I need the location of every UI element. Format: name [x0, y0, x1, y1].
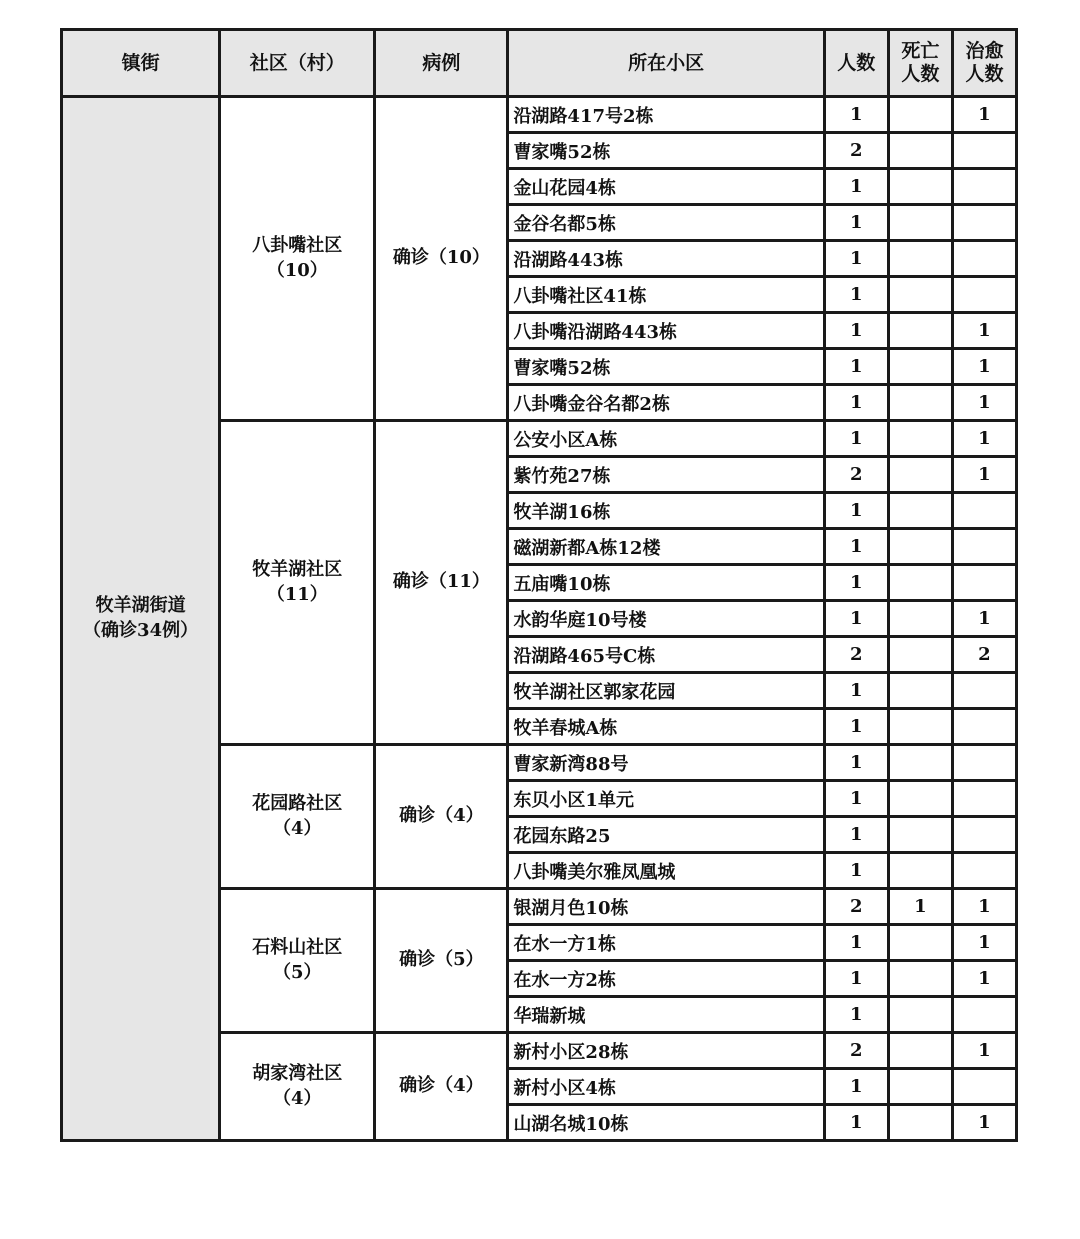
death-cell [888, 457, 952, 493]
count-cell: 2 [824, 889, 888, 925]
count-cell: 1 [824, 97, 888, 133]
death-cell [888, 1033, 952, 1069]
cured-cell [952, 781, 1016, 817]
cured-cell [952, 817, 1016, 853]
death-cell [888, 565, 952, 601]
cured-cell: 1 [952, 601, 1016, 637]
count-cell: 1 [824, 781, 888, 817]
header-cured [952, 30, 1016, 97]
death-cell [888, 385, 952, 421]
death-cell [888, 1105, 952, 1141]
address-cell: 八卦嘴美尔雅凤凰城 [508, 853, 824, 889]
cured-cell: 1 [952, 385, 1016, 421]
death-cell [888, 349, 952, 385]
header-death [888, 30, 952, 97]
header-community: 社区（村） [220, 30, 375, 97]
death-cell [888, 97, 952, 133]
cured-cell: 2 [952, 637, 1016, 673]
table-body [62, 97, 1017, 1141]
count-cell: 1 [824, 313, 888, 349]
cured-cell [952, 1069, 1016, 1105]
death-cell [888, 169, 952, 205]
death-cell: 1 [888, 889, 952, 925]
header-cured-line1: 治愈 [965, 40, 1004, 63]
community-count: （4） [272, 1087, 322, 1109]
town-name: 牧羊湖街道 [95, 595, 186, 617]
death-cell [888, 673, 952, 709]
death-cell [888, 277, 952, 313]
death-cell [888, 745, 952, 781]
address-cell: 牧羊春城A栋 [508, 709, 824, 745]
death-cell [888, 781, 952, 817]
case-table-container [60, 28, 1018, 1142]
death-cell [888, 493, 952, 529]
address-cell: 曹家新湾88号 [508, 745, 824, 781]
community-cell [220, 421, 375, 745]
cured-cell: 1 [952, 925, 1016, 961]
cured-cell [952, 277, 1016, 313]
address-cell: 在水一方2栋 [508, 961, 824, 997]
cured-cell: 1 [952, 1105, 1016, 1141]
death-cell [888, 205, 952, 241]
count-cell: 1 [824, 169, 888, 205]
table-row [62, 97, 1017, 133]
header-town: 镇街 [62, 30, 220, 97]
death-cell [888, 925, 952, 961]
cured-cell [952, 529, 1016, 565]
count-cell: 1 [824, 745, 888, 781]
cured-cell [952, 241, 1016, 277]
community-cell [220, 745, 375, 889]
address-cell: 八卦嘴社区41栋 [508, 277, 824, 313]
community-name: 八卦嘴社区 [252, 235, 343, 257]
death-cell [888, 997, 952, 1033]
death-cell [888, 133, 952, 169]
cured-cell [952, 853, 1016, 889]
count-cell: 1 [824, 817, 888, 853]
community-name: 胡家湾社区 [252, 1063, 343, 1085]
count-cell: 1 [824, 601, 888, 637]
header-cured-line2: 人数 [965, 63, 1004, 85]
count-cell: 1 [824, 529, 888, 565]
case-table [60, 28, 1018, 1142]
header-death-line1: 死亡 [901, 40, 940, 63]
community-cell [220, 97, 375, 421]
address-cell: 山湖名城10栋 [508, 1105, 824, 1141]
cured-cell: 1 [952, 349, 1016, 385]
count-cell: 1 [824, 277, 888, 313]
address-cell: 磁湖新都A栋12楼 [508, 529, 824, 565]
community-count: （5） [272, 961, 322, 983]
community-cell [220, 889, 375, 1033]
address-cell: 牧羊湖社区郭家花园 [508, 673, 824, 709]
death-cell [888, 529, 952, 565]
address-cell: 在水一方1栋 [508, 925, 824, 961]
header-case: 病例 [375, 30, 508, 97]
community-count: （11） [266, 583, 328, 605]
address-cell: 花园东路25 [508, 817, 824, 853]
address-cell: 紫竹苑27栋 [508, 457, 824, 493]
address-cell: 五庙嘴10栋 [508, 565, 824, 601]
community-name: 石料山社区 [252, 937, 343, 959]
address-cell: 华瑞新城 [508, 997, 824, 1033]
address-cell: 沿湖路417号2栋 [508, 97, 824, 133]
header-count: 人数 [824, 30, 888, 97]
community-name: 牧羊湖社区 [252, 559, 343, 581]
address-cell: 沿湖路465号C栋 [508, 637, 824, 673]
death-cell [888, 853, 952, 889]
count-cell: 1 [824, 241, 888, 277]
address-cell: 金谷名都5栋 [508, 205, 824, 241]
count-cell: 1 [824, 997, 888, 1033]
cured-cell: 1 [952, 421, 1016, 457]
count-cell: 2 [824, 133, 888, 169]
cured-cell [952, 205, 1016, 241]
header-row [62, 30, 1017, 97]
address-cell: 新村小区4栋 [508, 1069, 824, 1105]
case-cell: 确诊（4） [375, 1033, 508, 1141]
death-cell [888, 1069, 952, 1105]
address-cell: 银湖月色10栋 [508, 889, 824, 925]
address-cell: 八卦嘴沿湖路443栋 [508, 313, 824, 349]
death-cell [888, 961, 952, 997]
count-cell: 1 [824, 349, 888, 385]
count-cell: 1 [824, 565, 888, 601]
count-cell: 1 [824, 673, 888, 709]
cured-cell [952, 997, 1016, 1033]
cured-cell: 1 [952, 97, 1016, 133]
count-cell: 2 [824, 457, 888, 493]
cured-cell [952, 673, 1016, 709]
count-cell: 1 [824, 385, 888, 421]
count-cell: 2 [824, 637, 888, 673]
death-cell [888, 421, 952, 457]
community-cell [220, 1033, 375, 1141]
count-cell: 1 [824, 961, 888, 997]
death-cell [888, 817, 952, 853]
case-cell: 确诊（5） [375, 889, 508, 1033]
community-count: （4） [272, 817, 322, 839]
cured-cell [952, 169, 1016, 205]
cured-cell [952, 709, 1016, 745]
death-cell [888, 709, 952, 745]
death-cell [888, 241, 952, 277]
address-cell: 牧羊湖16栋 [508, 493, 824, 529]
count-cell: 1 [824, 493, 888, 529]
address-cell: 新村小区28栋 [508, 1033, 824, 1069]
cured-cell: 1 [952, 313, 1016, 349]
death-cell [888, 601, 952, 637]
count-cell: 2 [824, 1033, 888, 1069]
address-cell: 沿湖路443栋 [508, 241, 824, 277]
cured-cell [952, 133, 1016, 169]
count-cell: 1 [824, 421, 888, 457]
address-cell: 公安小区A栋 [508, 421, 824, 457]
case-cell: 确诊（4） [375, 745, 508, 889]
count-cell: 1 [824, 205, 888, 241]
count-cell: 1 [824, 925, 888, 961]
header-address: 所在小区 [508, 30, 824, 97]
cured-cell [952, 565, 1016, 601]
address-cell: 曹家嘴52栋 [508, 349, 824, 385]
count-cell: 1 [824, 709, 888, 745]
cured-cell [952, 493, 1016, 529]
address-cell: 曹家嘴52栋 [508, 133, 824, 169]
death-cell [888, 637, 952, 673]
count-cell: 1 [824, 853, 888, 889]
cured-cell: 1 [952, 961, 1016, 997]
death-cell [888, 313, 952, 349]
cured-cell [952, 745, 1016, 781]
town-summary: （确诊34例） [83, 619, 199, 641]
cured-cell: 1 [952, 1033, 1016, 1069]
address-cell: 八卦嘴金谷名都2栋 [508, 385, 824, 421]
header-death-line2: 人数 [901, 63, 940, 85]
cured-cell: 1 [952, 457, 1016, 493]
case-cell: 确诊（10） [375, 97, 508, 421]
town-cell [62, 97, 220, 1141]
case-cell: 确诊（11） [375, 421, 508, 745]
community-name: 花园路社区 [252, 793, 343, 815]
community-count: （10） [266, 259, 328, 281]
count-cell: 1 [824, 1069, 888, 1105]
address-cell: 金山花园4栋 [508, 169, 824, 205]
address-cell: 水韵华庭10号楼 [508, 601, 824, 637]
count-cell: 1 [824, 1105, 888, 1141]
address-cell: 东贝小区1单元 [508, 781, 824, 817]
cured-cell: 1 [952, 889, 1016, 925]
